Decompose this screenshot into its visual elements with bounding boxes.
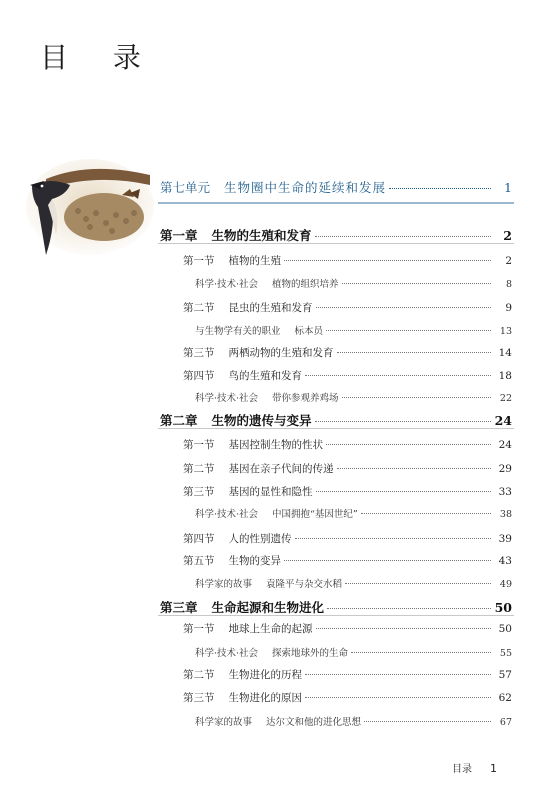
reading-entry[interactable] <box>195 645 512 659</box>
section-entry[interactable] <box>183 531 512 546</box>
section-entry[interactable] <box>183 553 512 568</box>
section-number: 第三节 <box>183 692 215 704</box>
section-number: 第一节 <box>183 439 215 451</box>
dot-leader <box>305 697 491 698</box>
dot-leader <box>305 674 491 675</box>
section-title: 生物的变异 <box>228 555 281 567</box>
reading-page-number: 22 <box>499 393 512 404</box>
reading-title: 带你参观养鸡场 <box>272 393 339 404</box>
section-title: 人的性别遗传 <box>228 533 292 545</box>
reading-number: 科学·技术·社会 <box>195 648 259 659</box>
chapter-entry[interactable] <box>160 411 512 429</box>
section-title: 生物进化的历程 <box>228 669 302 681</box>
reading-number: 科学家的故事 <box>195 717 253 728</box>
dot-leader <box>351 652 491 653</box>
dot-leader <box>342 283 491 284</box>
dot-leader <box>361 513 491 514</box>
reading-entry[interactable] <box>195 390 512 404</box>
chapter-divider <box>158 615 514 616</box>
chapter-divider <box>158 243 514 244</box>
section-page-number: 62 <box>498 692 512 704</box>
reading-entry[interactable] <box>195 506 512 520</box>
section-page-number: 29 <box>498 463 512 475</box>
dot-leader <box>342 397 491 398</box>
reading-title: 标本员 <box>294 326 324 337</box>
section-title: 植物的生殖 <box>228 255 281 267</box>
section-title: 地球上生命的起源 <box>228 623 313 635</box>
reading-title: 植物的组织培养 <box>272 279 339 290</box>
reading-page-number: 13 <box>499 326 512 337</box>
chapter-entry[interactable] <box>160 598 512 616</box>
dot-leader <box>316 307 492 308</box>
section-page-number: 50 <box>498 623 512 635</box>
dot-leader <box>305 375 491 376</box>
footer-page-number: 1 <box>490 762 497 775</box>
section-title: 基因的显性和隐性 <box>228 486 313 498</box>
unit-divider <box>158 202 514 204</box>
section-entry[interactable] <box>183 300 512 315</box>
dot-leader <box>337 352 492 353</box>
section-number: 第三节 <box>183 486 215 498</box>
reading-page-number: 38 <box>499 509 512 520</box>
section-entry[interactable] <box>183 667 512 682</box>
section-page-number: 43 <box>498 555 512 567</box>
chapter-title: 生物的遗传与变异 <box>211 413 312 428</box>
reading-title: 袁隆平与杂交水稻 <box>266 579 343 590</box>
reading-title: 探索地球外的生命 <box>272 648 349 659</box>
dot-leader <box>284 560 491 561</box>
section-entry[interactable] <box>183 484 512 499</box>
section-page-number: 14 <box>498 347 512 359</box>
section-entry[interactable] <box>183 621 512 636</box>
reading-number: 科学·技术·社会 <box>195 509 259 520</box>
dot-leader <box>364 721 491 722</box>
chapter-page-number: 24 <box>494 413 512 428</box>
section-number: 第四节 <box>183 370 215 382</box>
section-page-number: 33 <box>498 486 512 498</box>
section-page-number: 24 <box>498 439 512 451</box>
reading-entry[interactable] <box>195 576 512 590</box>
section-page-number: 9 <box>505 302 512 314</box>
section-number: 第四节 <box>183 533 215 545</box>
unit-title: 生物圈中生命的延续和发展 <box>224 180 387 195</box>
reading-number: 科学·技术·社会 <box>195 279 259 290</box>
section-number: 第三节 <box>183 347 215 359</box>
chapter-title: 生物的生殖和发育 <box>211 228 312 243</box>
reading-page-number: 67 <box>499 717 512 728</box>
page-footer <box>452 760 497 775</box>
chapter-title: 生命起源和生物进化 <box>211 600 325 615</box>
section-title: 两栖动物的生殖和发育 <box>228 347 334 359</box>
reading-entry[interactable] <box>195 714 512 728</box>
dot-leader <box>284 260 491 261</box>
unit-page-number: 1 <box>504 180 512 195</box>
section-entry[interactable] <box>183 253 512 268</box>
dot-leader <box>316 628 492 629</box>
chapter-entry[interactable] <box>160 226 512 244</box>
dot-leader <box>315 421 491 422</box>
section-title: 生物进化的原因 <box>228 692 302 704</box>
dot-leader <box>389 188 491 189</box>
unit-label: 第七单元 <box>160 180 211 195</box>
section-number: 第二节 <box>183 302 215 314</box>
section-entry[interactable] <box>183 461 512 476</box>
section-page-number: 57 <box>498 669 512 681</box>
dot-leader <box>295 538 492 539</box>
chapter-number: 第二章 <box>160 413 198 428</box>
reading-title: 达尔文和他的进化思想 <box>266 717 362 728</box>
dot-leader <box>345 583 491 584</box>
reading-number: 与生物学有关的职业 <box>195 326 281 337</box>
chapter-number: 第三章 <box>160 600 198 615</box>
unit-entry[interactable] <box>160 178 512 196</box>
page-title: 目 录 <box>40 41 159 74</box>
section-page-number: 18 <box>498 370 512 382</box>
section-entry[interactable] <box>183 368 512 383</box>
chapter-page-number: 50 <box>494 600 512 615</box>
footer-label: 目录 <box>452 764 472 775</box>
reading-title: 中国拥抱“基因世纪” <box>272 509 358 520</box>
reading-entry[interactable] <box>195 323 512 337</box>
section-title: 鸟的生殖和发育 <box>228 370 302 382</box>
section-title: 基因在亲子代间的传递 <box>228 463 334 475</box>
dot-leader <box>315 236 491 237</box>
dot-leader <box>326 330 491 331</box>
section-title: 昆虫的生殖和发育 <box>228 302 313 314</box>
dot-leader <box>327 608 491 609</box>
chapter-divider <box>158 428 514 429</box>
section-entry[interactable] <box>183 690 512 705</box>
section-number: 第二节 <box>183 669 215 681</box>
section-number: 第二节 <box>183 463 215 475</box>
reading-page-number: 49 <box>499 579 512 590</box>
reading-number: 科学·技术·社会 <box>195 393 259 404</box>
reading-page-number: 55 <box>499 648 512 659</box>
reading-entry[interactable] <box>195 276 512 290</box>
section-number: 第一节 <box>183 623 215 635</box>
section-number: 第五节 <box>183 555 215 567</box>
section-entry[interactable] <box>183 437 512 452</box>
reading-number: 科学家的故事 <box>195 579 253 590</box>
section-number: 第一节 <box>183 255 215 267</box>
dot-leader <box>337 468 492 469</box>
reading-page-number: 8 <box>505 279 512 290</box>
chapter-page-number: 2 <box>503 228 512 243</box>
section-page-number: 39 <box>498 533 512 545</box>
dot-leader <box>326 444 491 445</box>
section-entry[interactable] <box>183 345 512 360</box>
dot-leader <box>316 491 492 492</box>
section-page-number: 2 <box>505 255 512 267</box>
section-title: 基因控制生物的性状 <box>228 439 323 451</box>
chapter-number: 第一章 <box>160 228 198 243</box>
